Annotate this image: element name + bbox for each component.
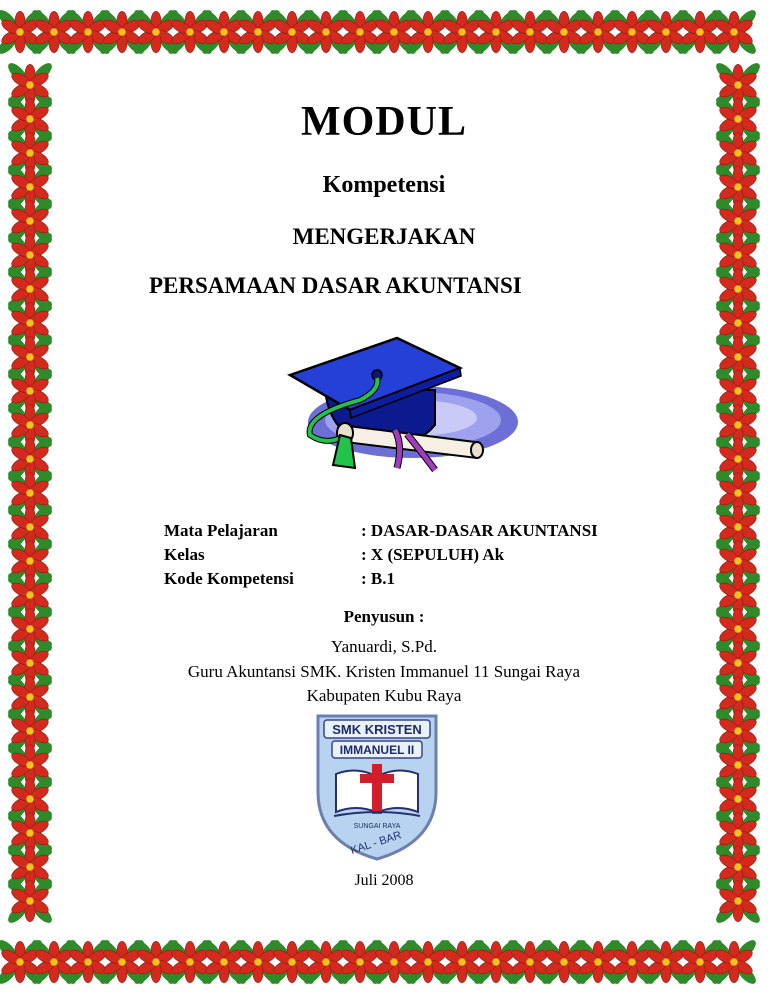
info-value: : X (SEPULUH) Ak [361,545,505,564]
author-position: Guru Akuntansi SMK. Kristen Immanuel 11 Sungai Raya [187,662,581,681]
poinsettia-border-right [706,0,768,994]
info-row-subject [164,519,598,543]
info-value: : B.1 [361,569,395,588]
logo-text-3: SUNGAI RAYA [353,823,401,830]
info-label: Kelas [164,545,205,564]
info-row-class [164,543,598,567]
info-label: Kode Kompetensi [164,569,294,588]
author-heading: Penyusun : [343,607,425,626]
competency-line-1: MENGERJAKAN [292,224,476,249]
poinsettia-border-bottom [0,930,768,994]
logo-text-1: SMK KRISTEN [332,722,422,737]
publication-date: Juli 2008 [354,872,414,889]
author-name: Yanuardi, S.Pd. [331,637,437,656]
document-subtitle: Kompetensi [322,172,446,198]
info-table [164,519,598,591]
logo-text-2: IMMANUEL II [339,743,415,757]
author-regency: Kabupaten Kubu Raya [306,686,462,705]
competency-line-2: PERSAMAAN DASAR AKUNTANSI [149,273,522,298]
logo-text-4: KAL - BAR [349,829,404,858]
info-label: Mata Pelajaran [164,521,278,540]
info-row-code [164,567,598,591]
document-title: MODUL [301,99,467,145]
info-value: : DASAR-DASAR AKUNTANSI [361,521,598,540]
poinsettia-border-top [0,0,768,58]
graduation-cap-icon [285,330,520,480]
poinsettia-border-left [0,0,60,994]
school-logo [314,712,440,862]
